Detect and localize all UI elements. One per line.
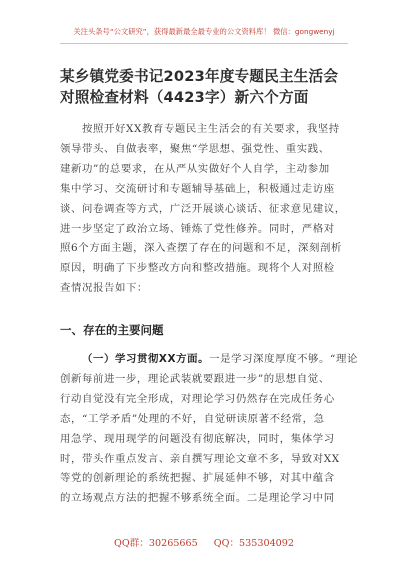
- paragraph-line: 建新功”的总要求，在从严从实做好个人自学，主动参加: [60, 162, 330, 175]
- section-heading: 一、存在的主要问题: [60, 323, 164, 337]
- paragraph-line: 等党的创新理论的系统把握、扩展延伸不够，对其中蕴含: [60, 472, 335, 485]
- paragraph-line: 原因，明确了下步整改方向和整改措施。现将个人对照检: [60, 262, 335, 275]
- paragraph-line: 态，“工学矛盾”处理的不好，自觉研读原著不经常，急: [60, 412, 325, 425]
- paragraph-line: 谈、问卷调查等方式，广泛开展谈心谈话、征求意见建议，: [60, 202, 346, 215]
- footer-qq-group: QQ群：30265665: [113, 538, 198, 549]
- header-divider: [60, 43, 348, 44]
- paragraph-line: 集中学习、交流研讨和专题辅导基础上，积极通过走访座: [60, 182, 335, 195]
- paragraph-line: 创新每前进一步，理论武装就要跟进一步”的思想自觉、: [60, 372, 330, 385]
- paragraph-line: 用急学、现用现学的问题没有彻底解决，同时，集体学习: [60, 432, 335, 445]
- header-promo: 关注头条号“公文研究”，获得最新最全最专业的公文资料库！ 微信：gongwenyj: [73, 27, 335, 36]
- paragraph-line: [60, 350, 358, 370]
- footer-qq-number: QQ：535304092: [213, 538, 294, 549]
- paragraph-line: 时，带头作重点发言、亲自撰写理论文章不多，导致对XX: [60, 452, 340, 465]
- title-line-1: 某乡镇党委书记2023年度专题民主生活会: [60, 68, 339, 85]
- footer-contact: [0, 535, 408, 549]
- paragraph-line: 行动自觉没有完全形成，对理论学习仍然存在完成任务心: [60, 392, 335, 405]
- document-title: [60, 66, 360, 108]
- paragraph-line: 照6个方面主题，深入查摆了存在的问题和不足，深刻剖析: [60, 242, 342, 255]
- title-line-2: 对照检查材料（4423字）新六个方面: [60, 89, 309, 106]
- paragraph-line: 查情况报告如下：: [60, 282, 148, 295]
- paragraph-line: 进一步坚定了政治立场、锤炼了党性修养。同时，严格对: [60, 222, 335, 235]
- intro-paragraph: [60, 120, 352, 299]
- paragraph-line: 的立场观点方法的把握不够系统全面。二是理论学习中同: [60, 492, 335, 505]
- paragraph-text: 一是学习深度厚度不够。“理论: [209, 353, 358, 365]
- paragraph-line: 按照开好XX教育专题民主生活会的有关要求，我坚持: [82, 123, 340, 135]
- problems-paragraph: [60, 350, 358, 509]
- paragraph-line: 领导带头、自做表率，聚焦“学思想、强党性、重实践、: [60, 142, 330, 155]
- subsection-lead: （一）学习贯彻XX方面。: [82, 353, 210, 365]
